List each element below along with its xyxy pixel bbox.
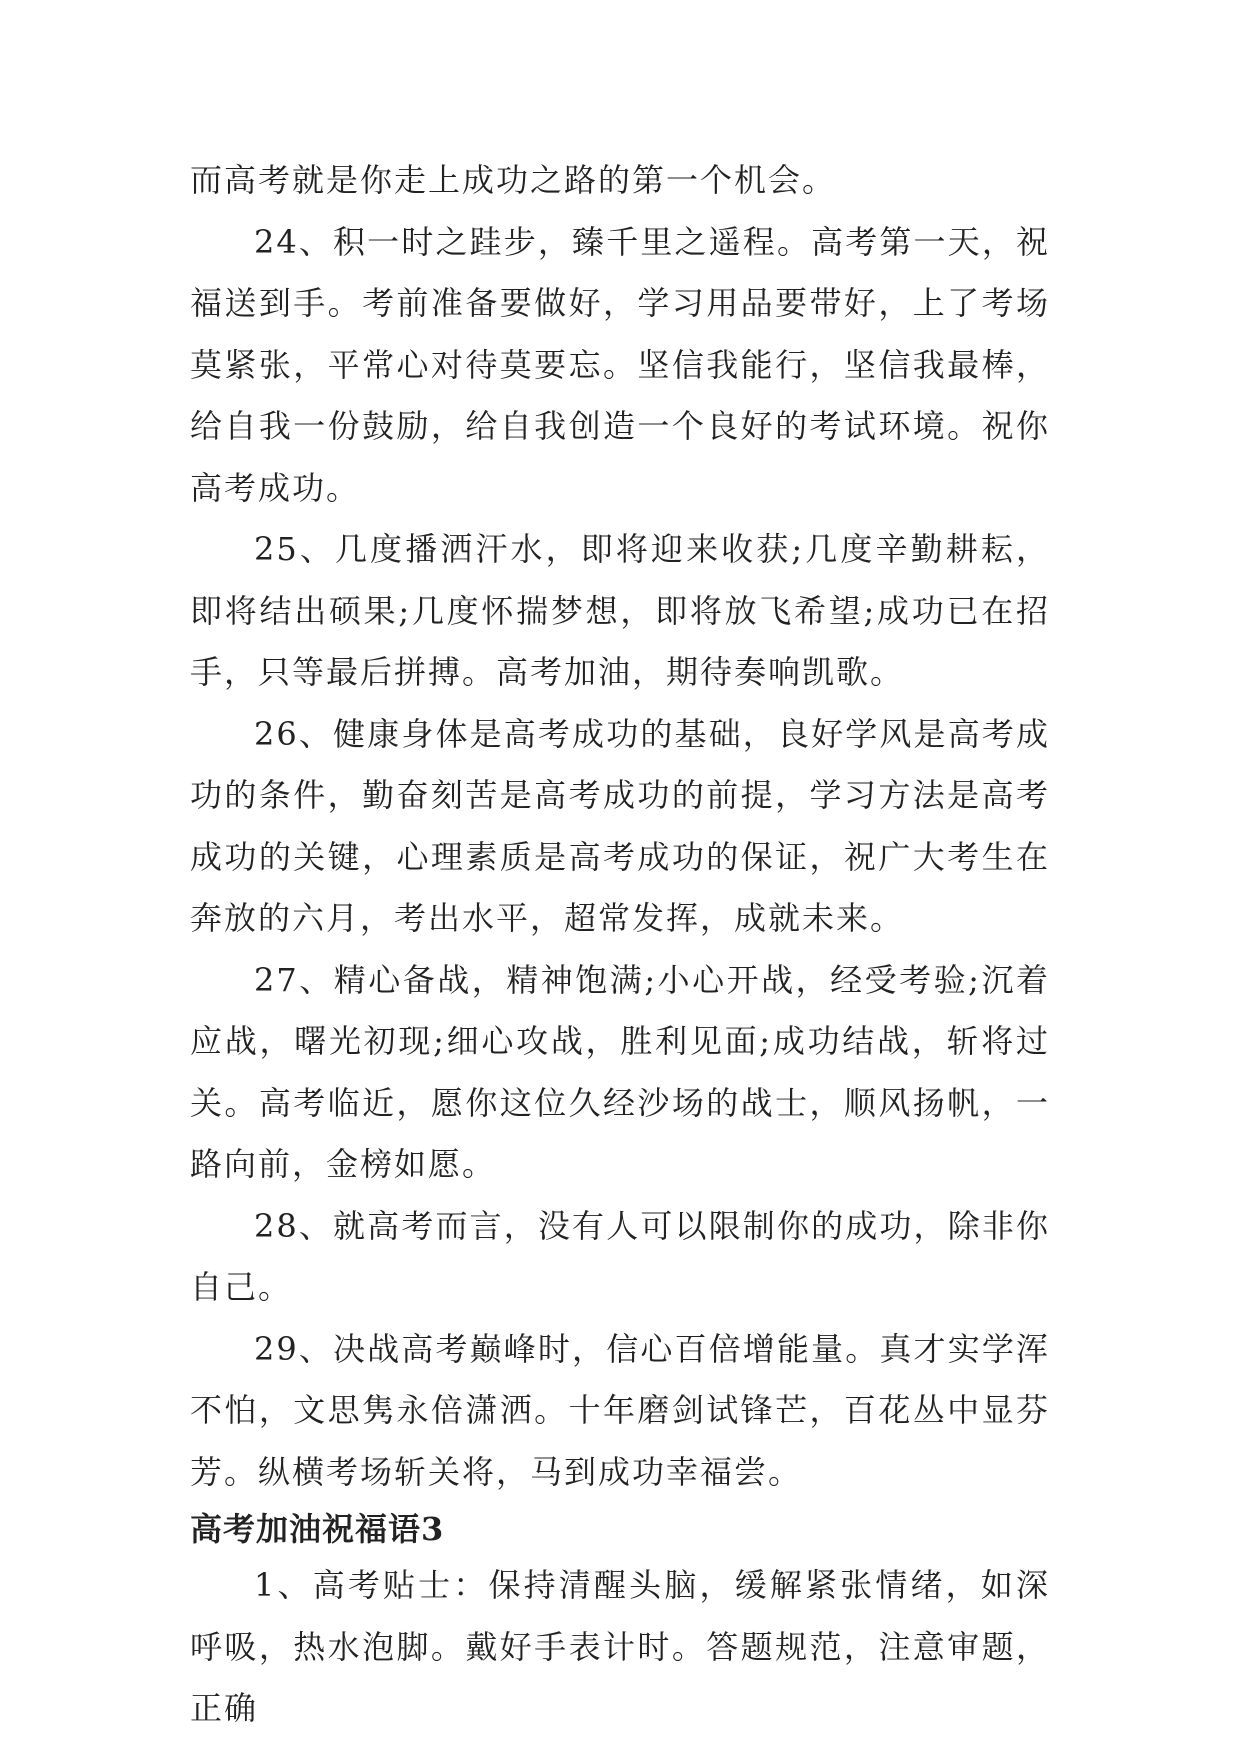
section-paragraph-1: 1、高考贴士：保持清醒头脑，缓解紧张情绪，如深呼吸，热水泡脚。戴好手表计时。答题规范，注意审题，正确 xyxy=(190,1566,1050,1727)
paragraph-29: 29、决战高考巅峰时，信心百倍增能量。真才实学浑不怕，文思隽永倍潇洒。十年磨剑试锋芒，百花丛中显芬芳。纵横考场斩关将，马到成功幸福尝。 xyxy=(190,1329,1050,1491)
section-heading: 高考加油祝福语3 xyxy=(190,1510,445,1548)
paragraph-27: 27、精心备战，精神饱满;小心开战，经受考验;沉着应战，曙光初现;细心攻战，胜利见面;成功结战，斩将过关。高考临近，愿你这位久经沙场的战士，顺风扬帆，一路向前，金榜如愿。 xyxy=(190,960,1050,1183)
paragraph-26: 26、健康身体是高考成功的基础，良好学风是高考成功的条件，勤奋刻苦是高考成功的前提，学习方法是高考成功的关键，心理素质是高考成功的保证，祝广大考生在奔放的六月，考出水平，超常发挥，成就未来。 xyxy=(190,714,1050,937)
paragraph-28: 28、就高考而言，没有人可以限制你的成功，除非你自己。 xyxy=(190,1206,1050,1306)
paragraph-24: 24、积一时之跬步，臻千里之遥程。高考第一天，祝福送到手。考前准备要做好，学习用品要带好，上了考场莫紧张，平常心对待莫要忘。坚信我能行，坚信我最棒，给自我一份鼓励，给自我创造一个良好的考试环境。祝你高考成功。 xyxy=(190,222,1050,507)
document-page xyxy=(190,150,1050,1740)
paragraph-25: 25、几度播洒汗水，即将迎来收获;几度辛勤耕耘，即将结出硕果;几度怀揣梦想，即将放飞希望;成功已在招手，只等最后拼搏。高考加油，期待奏响凯歌。 xyxy=(190,530,1050,691)
paragraph-continuation: 而高考就是你走上成功之路的第一个机会。 xyxy=(190,161,837,199)
